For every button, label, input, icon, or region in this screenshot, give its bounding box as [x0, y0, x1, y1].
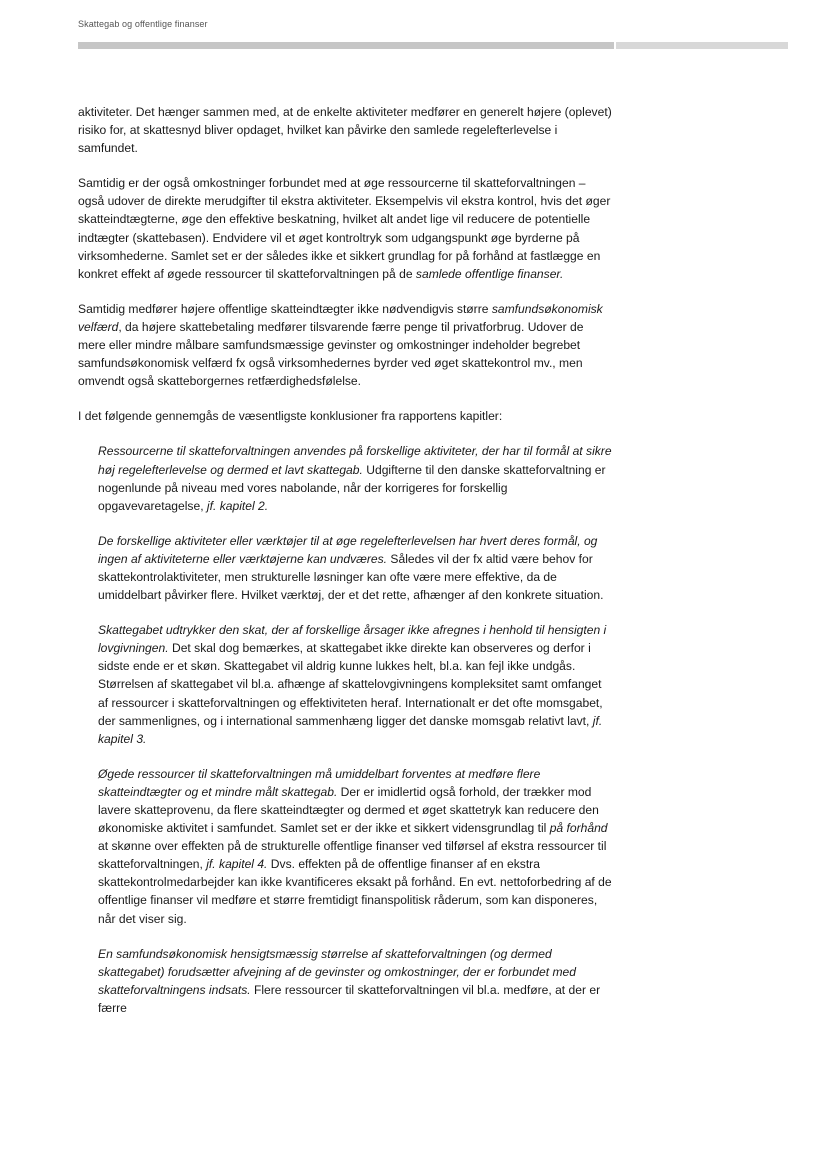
body-paragraph-p1 — [78, 103, 612, 157]
italic-text-segment: Skattegabet udtrykker den skat, der af forskellige årsager ikke afregnes i henhold til hensigten i lovgivningen. — [98, 623, 607, 656]
header-rule — [78, 42, 788, 49]
running-header-title: Skattegab og offentlige finanser — [78, 19, 208, 29]
text-segment: I det følgende gennemgås de væsentligste konklusioner fra rapportens kapitler: — [78, 409, 503, 424]
body-paragraph-p8 — [98, 765, 612, 928]
italic-text-segment: jf. kapitel 3. — [98, 713, 603, 746]
text-segment: Der er imidlertid også forhold, der trækker mod lavere skatteprovenu, da flere skatteindtægter og dermed et øget skattetryk kan reducere den økonomiske aktivitet i samfundet. Samlet set er der ikke et sikkert vidensgrundlag til — [98, 784, 599, 836]
header-rule-main-segment — [78, 42, 614, 49]
body-paragraph-p7 — [98, 621, 612, 748]
italic-text-segment: jf. kapitel 2. — [206, 498, 269, 513]
header-rule-margin-segment — [616, 42, 788, 49]
body-paragraph-p6 — [98, 532, 612, 604]
italic-text-segment: De forskellige aktiviteter eller værktøjer til at øge regelefterlevelsen har hvert deres formål, og ingen af aktiviteterne eller værktøjerne kan undværes. — [98, 533, 598, 566]
text-segment: Det skal dog bemærkes, at skattegabet ikke direkte kan observeres og derfor i sidste ende er et skøn. Skattegabet vil aldrig kunne lukkes helt, bl.a. kan fejl ikke undgås. Størrelsen af skattegabet vil bl.a. afhænge af skattelovgivningens kompleksitet samt omfanget af ressourcer i skatteforvaltningen og effektiviteten heraf. Internationalt er det ofte momsgabet, der sammenlignes, og i international sammenhæng ligger det danske momsgab relativt lavt, — [98, 641, 603, 728]
italic-text-segment: samfundsøkonomisk velfærd — [78, 301, 603, 334]
body-paragraph-p3 — [78, 300, 612, 390]
text-segment: Således vil der fx altid være behov for skattekontrolaktiviteter, men strukturelle løsninger kan ofte være mere effektive, da de umiddelbart påvirker flere. Hvilket værktøj, der et det rette, afhænger af den konkrete situation. — [98, 551, 604, 603]
italic-text-segment: Øgede ressourcer til skatteforvaltningen må umiddelbart forventes at medføre flere skatteindtægter og et mindre målt skattegab. — [98, 766, 541, 799]
body-paragraph-p5 — [98, 442, 612, 514]
body-paragraph-p9 — [98, 945, 612, 1017]
italic-text-segment: samlede offentlige finanser. — [415, 266, 564, 281]
text-segment: Dvs. effekten på de offentlige finanser af en ekstra skattekontrolmedarbejder kan ikke kvantificeres eksakt på forhånd. En evt. nettoforbedring af de offentlige finanser vil medføre et større fremtidigt finanspolitisk råderum, som kan disponeres, når det viser sig. — [98, 857, 612, 926]
text-segment: , da højere skattebetaling medfører tilsvarende færre penge til privatforbrug. Udover de mere eller mindre målbare samfundsmæssige gevinster og omkostninger indeholder begrebet samfundsøkonomisk velfærd fx også virksomhedernes byrder ved øget skattekontrol mv., men omvendt også skatteborgernes retfærdighedsfølelse. — [78, 319, 584, 389]
text-segment: aktiviteter. Det hænger sammen med, at de enkelte aktiviteter medfører en generelt højere (oplevet) risiko for, at skattesnyd bliver opdaget, hvilket kan påvirke den samlede regelefterlevelse i samfundet. — [78, 105, 612, 156]
italic-text-segment: Ressourcerne til skatteforvaltningen anvendes på forskellige aktiviteter, der har til formål at sikre høj regelefterlevelse og dermed et lavt skattegab. — [98, 444, 612, 477]
italic-text-segment: En samfundsøkonomisk hensigtsmæssig størrelse af skatteforvaltningen (og dermed skattegabet) forudsætter afvejning af de gevinster og omkostninger, der er forbundet med skatteforvaltningens indsats. — [98, 946, 576, 997]
text-segment: Samtidig er der også omkostninger forbundet med at øge ressourcerne til skatteforvaltningen – også udover de direkte merudgifter til ekstra aktiviteter. Eksempelvis vil ekstra kontrol, hvis det øger skatteindtægterne, øge den effektive beskatning, hvilket alt andet lige vil reducere de potentielle indtægter (skattebasen). Endvidere vil et øget kontroltryk som udgangspunkt øge byrderne på virksomhederne. Samlet set er der således ikke et sikkert grundlag for på forhånd at fastlægge en konkret effekt af øgede ressourcer til skatteforvaltningen på de — [78, 176, 611, 281]
italic-text-segment: jf. kapitel 4. — [206, 857, 268, 872]
text-segment: at skønne over effekten på de strukturelle offentlige finanser ved tilførsel af ekstra ressourcer til skatteforvaltningen, — [98, 839, 607, 872]
body-paragraph-p2 — [78, 174, 612, 283]
document-body — [78, 103, 612, 1034]
text-segment: Samtidig medfører højere offentlige skatteindtægter ikke nødvendigvis større — [78, 301, 492, 316]
body-paragraph-p4 — [78, 407, 612, 425]
italic-text-segment: på forhånd — [549, 821, 608, 836]
text-segment: Flere ressourcer til skatteforvaltningen vil bl.a. medføre, at der er færre — [98, 982, 601, 1015]
text-segment: Udgifterne til den danske skatteforvaltning er nogenlunde på niveau med vores nabolande, når der korrigeres for forskellig opgavevaretagelse, — [98, 462, 606, 513]
